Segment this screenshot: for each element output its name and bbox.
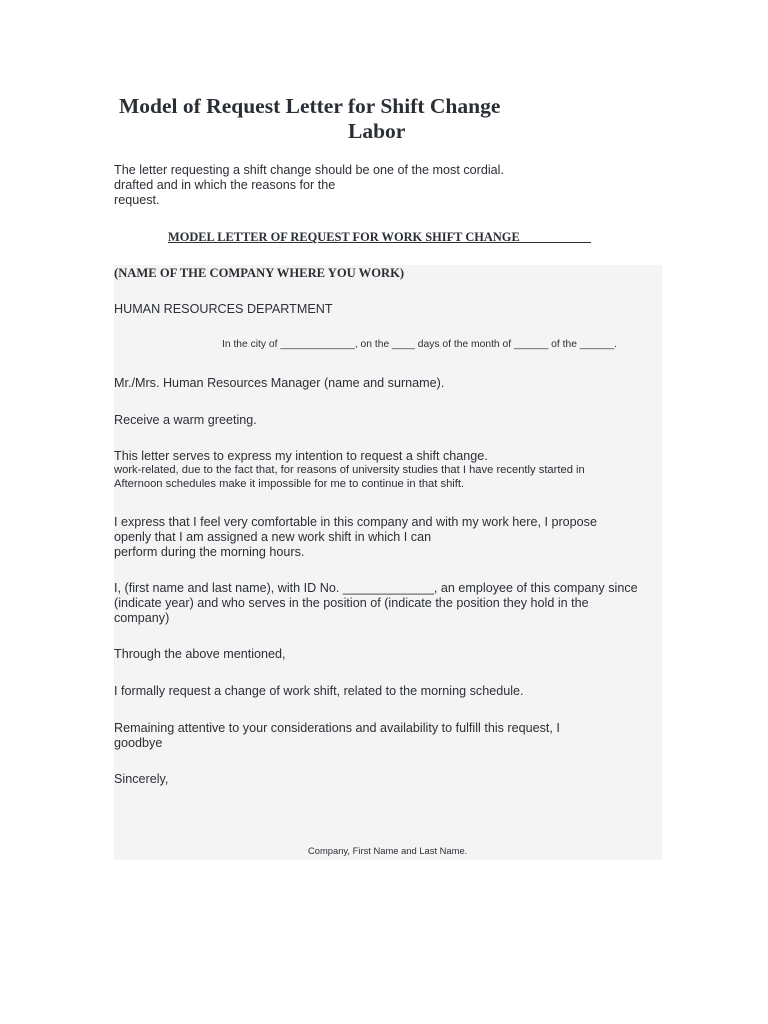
paragraph1-line2: work-related, due to the fact that, for reasons of university studies that I have recently started in [114, 464, 585, 476]
company-name-placeholder: (NAME OF THE COMPANY WHERE YOU WORK) [114, 266, 405, 280]
paragraph4-line: Through the above mentioned, [114, 647, 286, 661]
document-title-line2: Labor [348, 119, 406, 143]
paragraph6-line2: goodbye [114, 736, 163, 750]
paragraph2-line1: I express that I feel very comfortable in this company and with my work here, I propose [114, 515, 597, 529]
letter-template-box [114, 265, 662, 860]
paragraph3-line2: (indicate year) and who serves in the position of (indicate the position they hold in the [114, 596, 589, 610]
greeting-line: Receive a warm greeting. [114, 413, 257, 427]
paragraph3-line3: company) [114, 611, 170, 625]
recipient-line: Mr./Mrs. Human Resources Manager (name and surname). [114, 376, 445, 390]
signature-line: Company, First Name and Last Name. [308, 845, 468, 856]
paragraph3-line1: I, (first name and last name), with ID No. _____________, an employee of this company since [114, 581, 638, 595]
paragraph2-line2: openly that I am assigned a new work shift in which I can [114, 530, 432, 544]
paragraph2-line3: perform during the morning hours. [114, 545, 305, 559]
model-letter-heading: MODEL LETTER OF REQUEST FOR WORK SHIFT CHANGE ___________ [168, 230, 591, 244]
city-date-line: In the city of _____________, on the ____ days of the month of ______ of the ______. [222, 339, 618, 350]
paragraph1-line3: Afternoon schedules make it impossible for me to continue in that shift. [114, 478, 465, 490]
intro-line-1: The letter requesting a shift change should be one of the most cordial. [114, 163, 504, 177]
intro-line-2: drafted and in which the reasons for the [114, 178, 336, 192]
closing-line: Sincerely, [114, 772, 169, 786]
paragraph6-line1: Remaining attentive to your considerations and availability to fulfill this request, I [114, 721, 560, 735]
document-title-line1: Model of Request Letter for Shift Change [119, 94, 501, 118]
paragraph5-line: I formally request a change of work shift, related to the morning schedule. [114, 684, 524, 698]
paragraph1-line1: This letter serves to express my intention to request a shift change. [114, 449, 488, 463]
department-line: HUMAN RESOURCES DEPARTMENT [114, 302, 333, 316]
intro-line-3: request. [114, 193, 160, 207]
